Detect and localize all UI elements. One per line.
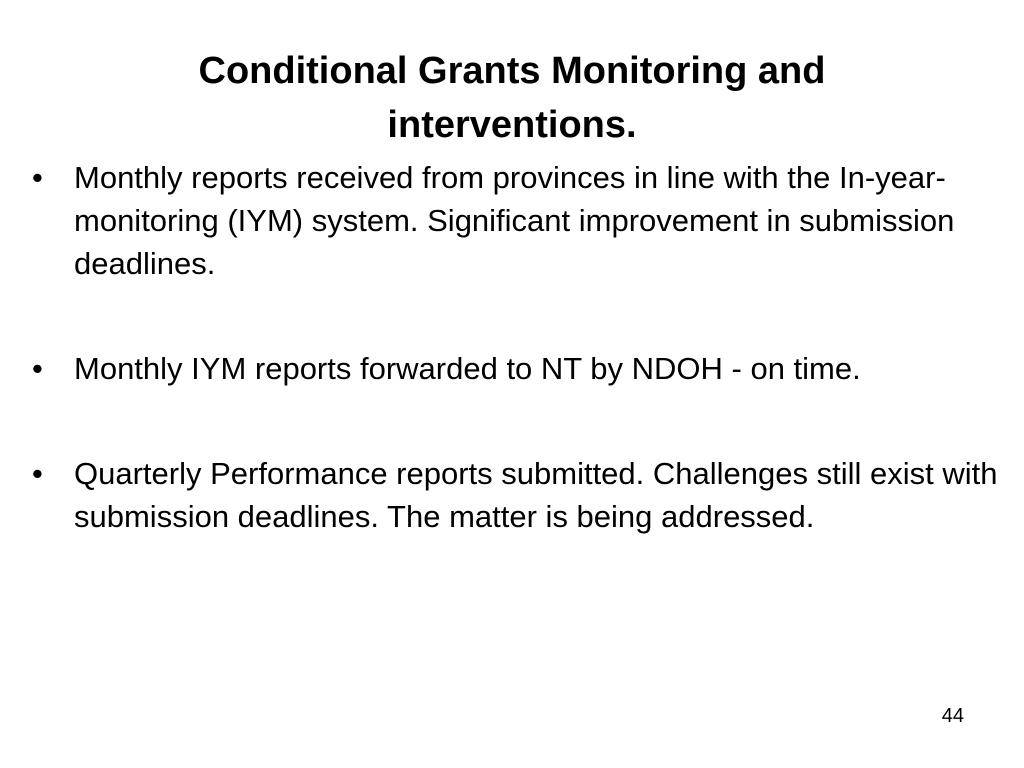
bullet-icon: •	[32, 160, 43, 195]
bullet-text: Quarterly Performance reports submitted. Challenges still exist with submission deadlines. The matter is being addressed.	[74, 456, 998, 534]
bullet-text: Monthly IYM reports forwarded to NT by NDOH - on time.	[74, 351, 861, 386]
bullet-list	[30, 156, 1000, 538]
bullet-item-monthly-reports	[30, 156, 1000, 285]
page-number: 44	[941, 705, 964, 727]
bullet-icon: •	[32, 351, 43, 386]
bullet-text: Monthly reports received from provinces in line with the In-year-monitoring (IYM) system. Significant improvement in submission deadlines.	[74, 160, 955, 281]
bullet-item-quarterly-reports	[30, 452, 1000, 538]
slide-title-line-2: interventions.	[387, 104, 637, 146]
bullet-icon: •	[32, 456, 43, 491]
slide-title-line-1: Conditional Grants Monitoring and	[198, 50, 826, 92]
bullet-item-iym-reports	[30, 347, 1000, 390]
slide-title	[120, 44, 904, 152]
